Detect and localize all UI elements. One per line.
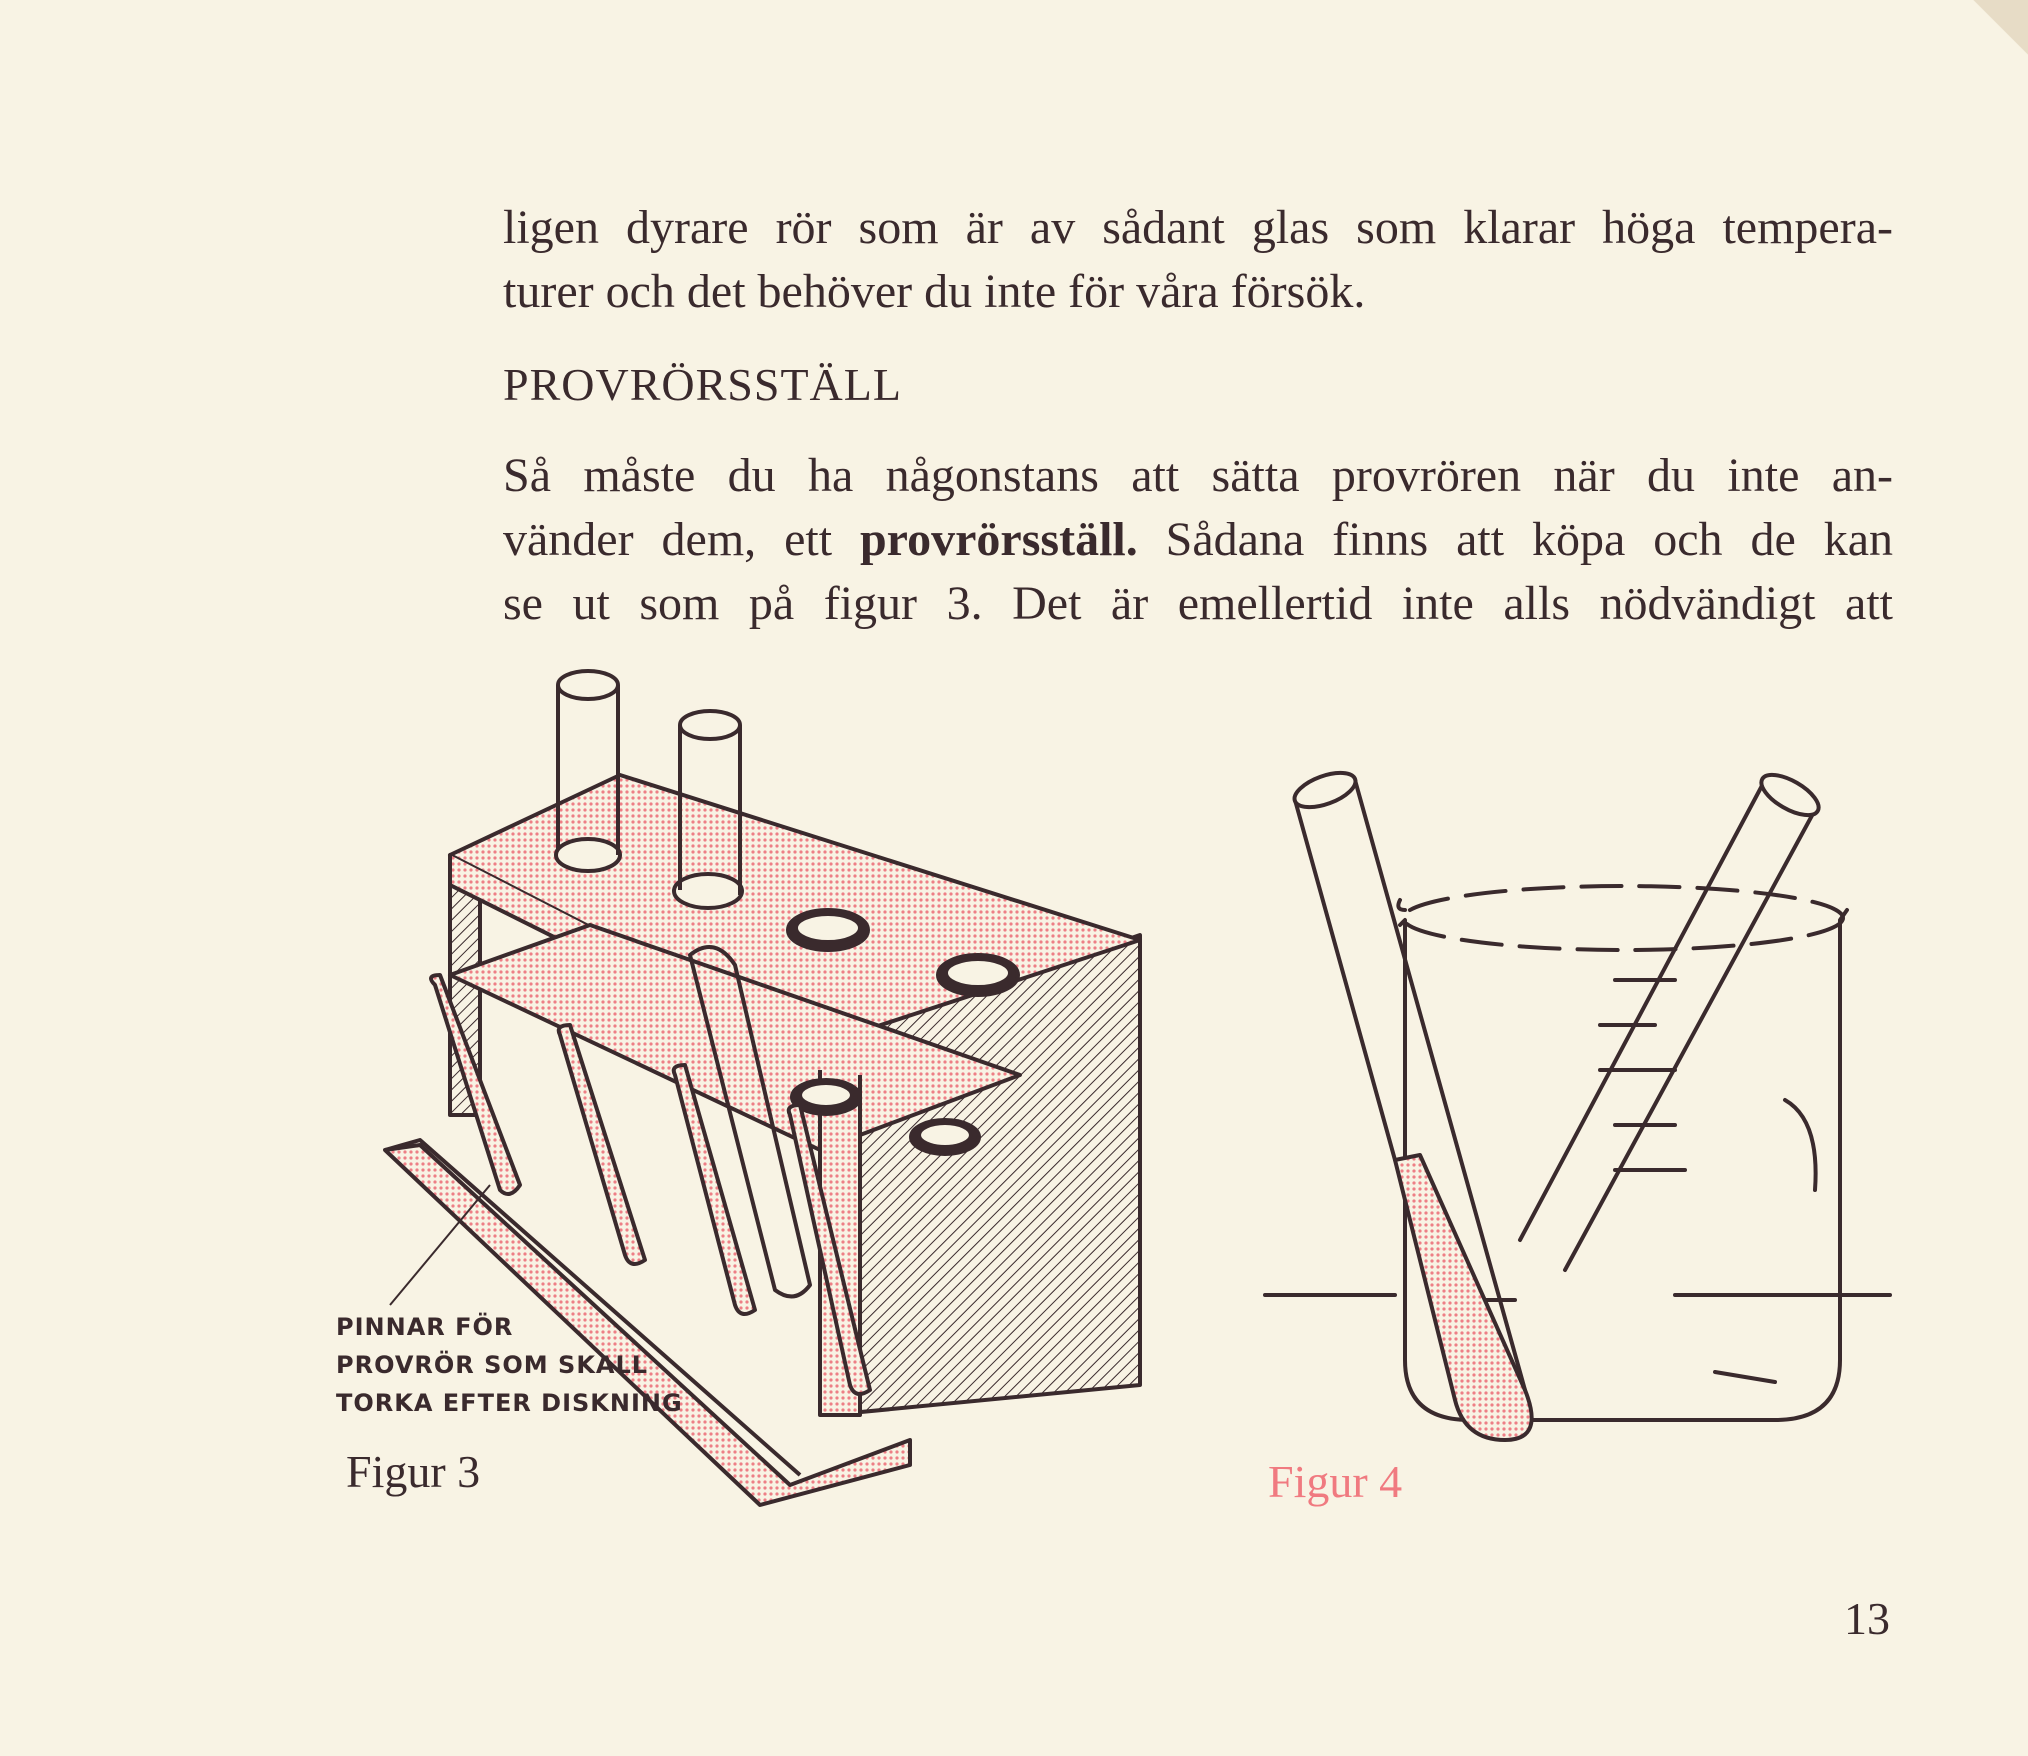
annotation-line-1: PINNAR FÖR — [336, 1313, 514, 1341]
annotation-line-3: TORKA EFTER DISKNING — [336, 1389, 683, 1417]
section-heading: PROVRÖRSSTÄLL — [503, 359, 902, 410]
intro-paragraph — [503, 196, 1893, 324]
page-corner — [1968, 0, 2028, 60]
body-line-3: se ut som på figur 3. Det är emellertid inte alls nödvändigt att — [503, 577, 1893, 630]
intro-line-1: ligen dyrare rör som är av sådant glas som klarar höga tempera- — [503, 201, 1893, 254]
figure-4-caption: Figur 4 — [1268, 1456, 1403, 1507]
body-paragraph — [503, 444, 1893, 636]
rack-annotation — [336, 1308, 683, 1422]
beaker-illustration — [1255, 760, 1895, 1460]
figure-3-caption: Figur 3 — [346, 1446, 481, 1497]
body-line-1: Så måste du ha någonstans att sätta provrören när du inte an- — [503, 449, 1893, 502]
body-line-2-end: Sådana finns att köpa och de kan — [1137, 513, 1893, 566]
intro-line-2: turer och det behöver du inte för våra försök. — [503, 265, 1366, 318]
body-line-2 — [503, 508, 1893, 572]
body-line-2-start: vänder dem, ett — [503, 513, 860, 566]
annotation-line-2: PROVRÖR SOM SKALL — [336, 1351, 649, 1379]
bold-term: provrörsställ. — [859, 513, 1138, 566]
page-number: 13 — [1844, 1593, 1890, 1644]
